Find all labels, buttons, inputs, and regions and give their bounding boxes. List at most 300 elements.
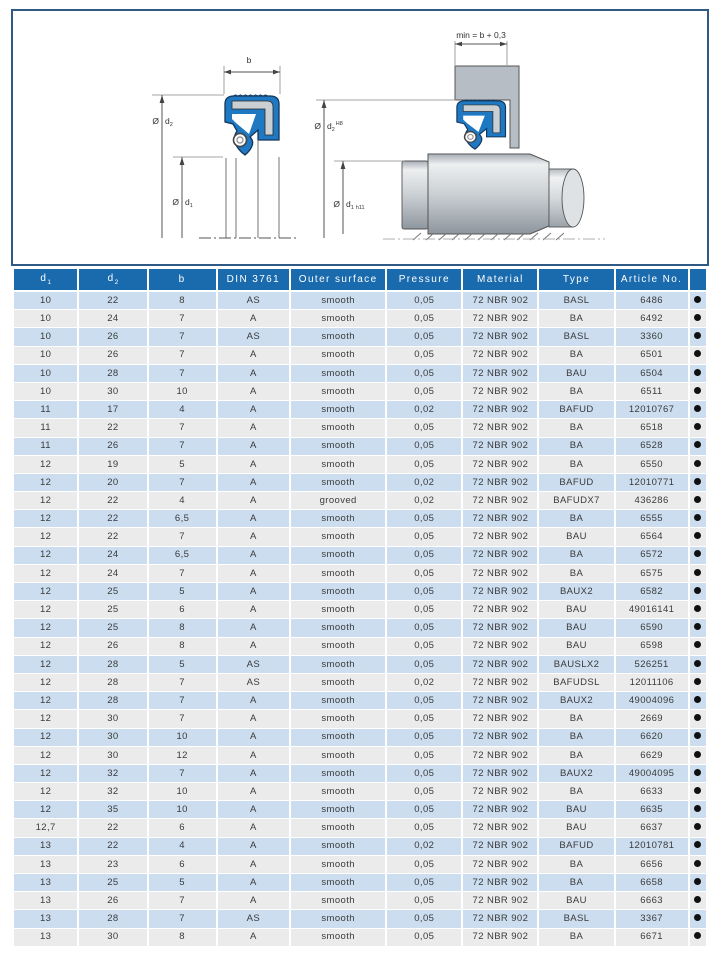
table-cell: 49016141 <box>615 601 689 619</box>
table-cell: A <box>217 874 290 892</box>
table-cell: 72 NBR 902 <box>462 346 538 364</box>
table-cell: A <box>217 546 290 564</box>
table-cell: 72 NBR 902 <box>462 692 538 710</box>
table-cell: 72 NBR 902 <box>462 837 538 855</box>
table-cell: 12011106 <box>615 673 689 691</box>
availability-dot-icon <box>694 587 701 594</box>
table-cell-availability <box>689 673 706 691</box>
table-cell: BAU <box>538 619 614 637</box>
table-cell: 25 <box>78 619 147 637</box>
table-cell: 7 <box>148 673 217 691</box>
seal-profile-installed <box>457 100 506 149</box>
table-cell: AS <box>217 328 290 346</box>
table-cell: 7 <box>148 419 217 437</box>
table-cell: smooth <box>290 692 386 710</box>
table-cell: BA <box>538 874 614 892</box>
table-cell-availability <box>689 837 706 855</box>
table-cell: 12 <box>14 473 78 491</box>
table-cell: 12 <box>14 728 78 746</box>
table-cell: 0,05 <box>386 855 462 873</box>
availability-dot-icon <box>694 514 701 521</box>
table-cell: AS <box>217 291 290 310</box>
table-cell: 30 <box>78 746 147 764</box>
table-row <box>14 601 706 619</box>
table-cell: 0,02 <box>386 837 462 855</box>
table-cell: smooth <box>290 746 386 764</box>
availability-dot-icon <box>694 532 701 539</box>
table-cell-availability <box>689 528 706 546</box>
table-cell: 6663 <box>615 892 689 910</box>
table-cell: 12 <box>14 637 78 655</box>
table-cell: 0,05 <box>386 874 462 892</box>
table-cell: 6528 <box>615 437 689 455</box>
table-cell: A <box>217 528 290 546</box>
column-header <box>689 269 706 291</box>
table-cell: 72 NBR 902 <box>462 528 538 546</box>
table-cell: 0,05 <box>386 455 462 473</box>
table-cell: 28 <box>78 673 147 691</box>
table-cell: 5 <box>148 455 217 473</box>
table-cell: BA <box>538 710 614 728</box>
availability-dot-icon <box>694 714 701 721</box>
table-row <box>14 764 706 782</box>
table-cell-availability <box>689 692 706 710</box>
table-cell: smooth <box>290 673 386 691</box>
table-cell: 6633 <box>615 783 689 801</box>
table-cell: 72 NBR 902 <box>462 492 538 510</box>
table-cell: BAU <box>538 819 614 837</box>
table-cell: A <box>217 564 290 582</box>
table-cell: 6 <box>148 601 217 619</box>
table-cell: smooth <box>290 419 386 437</box>
column-header: Type <box>538 269 614 291</box>
table-cell: 10 <box>14 328 78 346</box>
table-cell: 6582 <box>615 583 689 601</box>
table-cell: 0,05 <box>386 619 462 637</box>
table-cell: smooth <box>290 291 386 310</box>
table-cell: A <box>217 892 290 910</box>
availability-dot-icon <box>694 350 701 357</box>
table-cell: 22 <box>78 819 147 837</box>
table-cell-availability <box>689 874 706 892</box>
table-cell: 6 <box>148 855 217 873</box>
table-cell: 0,02 <box>386 401 462 419</box>
table-cell: 72 NBR 902 <box>462 401 538 419</box>
table-cell: 6590 <box>615 619 689 637</box>
table-cell: 7 <box>148 910 217 928</box>
table-cell: AS <box>217 673 290 691</box>
table-cell: 12 <box>14 746 78 764</box>
table-cell: 6637 <box>615 819 689 837</box>
table-cell: 72 NBR 902 <box>462 801 538 819</box>
table-cell: BA <box>538 855 614 873</box>
availability-dot-icon <box>694 387 701 394</box>
table-cell: A <box>217 310 290 328</box>
table-cell: A <box>217 746 290 764</box>
table-cell: A <box>217 473 290 491</box>
table-cell: 28 <box>78 692 147 710</box>
table-cell: 28 <box>78 364 147 382</box>
table-row <box>14 673 706 691</box>
table-cell: 72 NBR 902 <box>462 473 538 491</box>
table-cell: 0,05 <box>386 928 462 946</box>
table-cell: 49004095 <box>615 764 689 782</box>
table-cell: 6598 <box>615 637 689 655</box>
table-cell: 72 NBR 902 <box>462 892 538 910</box>
table-cell-availability <box>689 655 706 673</box>
dim-label-d1-dia: Ø <box>172 197 179 207</box>
availability-dot-icon <box>694 805 701 812</box>
table-cell: A <box>217 364 290 382</box>
table-cell: 30 <box>78 710 147 728</box>
table-cell: BAU <box>538 601 614 619</box>
table-row <box>14 728 706 746</box>
column-header: Pressure <box>386 269 462 291</box>
table-cell: 11 <box>14 401 78 419</box>
table-cell: BA <box>538 310 614 328</box>
table-cell: 6518 <box>615 419 689 437</box>
table-cell-availability <box>689 583 706 601</box>
table-row <box>14 692 706 710</box>
dim-label-d2h8: $d_2^{H8}$ <box>327 121 343 133</box>
table-cell: 0,05 <box>386 310 462 328</box>
table-cell-availability <box>689 401 706 419</box>
table-cell: 12 <box>14 655 78 673</box>
table-row <box>14 564 706 582</box>
table-cell: 10 <box>148 783 217 801</box>
table-cell: smooth <box>290 601 386 619</box>
table-cell: BA <box>538 437 614 455</box>
table-cell: BA <box>538 455 614 473</box>
table-cell: 0,05 <box>386 692 462 710</box>
table-cell: BAFUD <box>538 837 614 855</box>
table-cell: 7 <box>148 528 217 546</box>
table-cell: 3360 <box>615 328 689 346</box>
table-cell: 12 <box>14 583 78 601</box>
table-cell: 25 <box>78 601 147 619</box>
table-cell: AS <box>217 655 290 673</box>
seal-profile <box>225 95 279 155</box>
availability-dot-icon <box>694 405 701 412</box>
table-cell: 25 <box>78 583 147 601</box>
table-cell: smooth <box>290 346 386 364</box>
table-cell: 13 <box>14 928 78 946</box>
table-row <box>14 291 706 310</box>
dim-label-min: min = b + 0,3 <box>456 30 506 40</box>
table-row <box>14 364 706 382</box>
table-cell: 6492 <box>615 310 689 328</box>
table-cell: smooth <box>290 837 386 855</box>
table-cell: 13 <box>14 855 78 873</box>
table-cell: 22 <box>78 419 147 437</box>
seal-drawings <box>13 11 707 264</box>
dim-label-d2: $d_2$ <box>165 116 173 128</box>
table-cell: smooth <box>290 637 386 655</box>
table-cell: 4 <box>148 837 217 855</box>
table-cell: 24 <box>78 564 147 582</box>
table-cell: 72 NBR 902 <box>462 419 538 437</box>
table-cell: 12,7 <box>14 819 78 837</box>
table-cell: A <box>217 619 290 637</box>
shaft-step <box>402 161 428 229</box>
table-cell: 0,05 <box>386 419 462 437</box>
table-cell: BAU <box>538 801 614 819</box>
table-row <box>14 382 706 400</box>
table-cell: 72 NBR 902 <box>462 673 538 691</box>
availability-dot-icon <box>694 623 701 630</box>
table-cell: BA <box>538 546 614 564</box>
table-cell: 7 <box>148 310 217 328</box>
table-cell-availability <box>689 855 706 873</box>
table-cell: 10 <box>14 346 78 364</box>
table-cell: 7 <box>148 564 217 582</box>
table-cell: 72 NBR 902 <box>462 710 538 728</box>
table-cell: A <box>217 455 290 473</box>
table-cell: 0,05 <box>386 546 462 564</box>
table-cell: smooth <box>290 510 386 528</box>
table-cell: 12 <box>14 564 78 582</box>
table-cell: 10 <box>14 382 78 400</box>
availability-dot-icon <box>694 860 701 867</box>
table-cell: 72 NBR 902 <box>462 728 538 746</box>
table-cell: smooth <box>290 783 386 801</box>
table-cell: 0,05 <box>386 328 462 346</box>
table-cell: 12 <box>14 619 78 637</box>
table-row <box>14 655 706 673</box>
table-cell: 0,05 <box>386 437 462 455</box>
column-header: Article No. <box>615 269 689 291</box>
table-cell: 0,05 <box>386 764 462 782</box>
table-cell: smooth <box>290 619 386 637</box>
table-cell: 72 NBR 902 <box>462 855 538 873</box>
table-cell: 6,5 <box>148 546 217 564</box>
availability-dot-icon <box>694 841 701 848</box>
table-cell: A <box>217 764 290 782</box>
table-cell: 4 <box>148 401 217 419</box>
table-cell: 6,5 <box>148 510 217 528</box>
table-cell-availability <box>689 419 706 437</box>
table-cell: BAU <box>538 364 614 382</box>
table-cell: A <box>217 692 290 710</box>
availability-dot-icon <box>694 896 701 903</box>
seal-cross-section-drawing <box>152 55 296 238</box>
availability-dot-icon <box>694 751 701 758</box>
table-cell: 72 NBR 902 <box>462 819 538 837</box>
table-cell: BASL <box>538 291 614 310</box>
table-cell: 0,02 <box>386 473 462 491</box>
table-cell: 72 NBR 902 <box>462 364 538 382</box>
availability-dot-icon <box>694 478 701 485</box>
table-cell: BAU <box>538 892 614 910</box>
table-cell: BAUX2 <box>538 583 614 601</box>
table-cell: A <box>217 837 290 855</box>
table-cell: A <box>217 401 290 419</box>
table-cell: 0,05 <box>386 346 462 364</box>
availability-dot-icon <box>694 678 701 685</box>
table-cell: A <box>217 801 290 819</box>
availability-dot-icon <box>694 914 701 921</box>
table-cell: 72 NBR 902 <box>462 583 538 601</box>
table-cell: 6564 <box>615 528 689 546</box>
table-cell: 8 <box>148 291 217 310</box>
installed-seal-drawing <box>314 30 605 240</box>
table-cell-availability <box>689 619 706 637</box>
table-cell: 30 <box>78 728 147 746</box>
table-cell: 6671 <box>615 928 689 946</box>
table-cell: 0,05 <box>386 892 462 910</box>
table-cell: BASL <box>538 328 614 346</box>
table-cell: 72 NBR 902 <box>462 601 538 619</box>
table-cell: 10 <box>14 291 78 310</box>
table-cell: 526251 <box>615 655 689 673</box>
table-cell: 25 <box>78 874 147 892</box>
availability-dot-icon <box>694 496 701 503</box>
table-cell: 72 NBR 902 <box>462 746 538 764</box>
column-header: $d_1$ <box>14 269 78 291</box>
table-cell: smooth <box>290 455 386 473</box>
table-cell: 6 <box>148 819 217 837</box>
table-cell: 72 NBR 902 <box>462 764 538 782</box>
column-header: Outer surface <box>290 269 386 291</box>
table-cell: 12 <box>14 673 78 691</box>
table-cell: 12 <box>14 528 78 546</box>
availability-dot-icon <box>694 460 701 467</box>
availability-dot-icon <box>694 569 701 576</box>
table-cell: 49004096 <box>615 692 689 710</box>
table-cell: A <box>217 819 290 837</box>
table-cell: 72 NBR 902 <box>462 328 538 346</box>
table-cell-availability <box>689 746 706 764</box>
table-cell: 10 <box>14 310 78 328</box>
table-cell: A <box>217 510 290 528</box>
availability-dot-icon <box>694 823 701 830</box>
table-row <box>14 801 706 819</box>
table-cell: 72 NBR 902 <box>462 910 538 928</box>
table-cell: BAUX2 <box>538 764 614 782</box>
table-cell-availability <box>689 437 706 455</box>
column-header: $d_2$ <box>78 269 147 291</box>
availability-dot-icon <box>694 769 701 776</box>
table-cell-availability <box>689 364 706 382</box>
table-row <box>14 746 706 764</box>
table-cell: smooth <box>290 910 386 928</box>
availability-dot-icon <box>694 423 701 430</box>
availability-dot-icon <box>694 314 701 321</box>
table-cell: 0,05 <box>386 528 462 546</box>
table-cell: 22 <box>78 492 147 510</box>
table-row <box>14 437 706 455</box>
table-cell: smooth <box>290 819 386 837</box>
table-cell: 12 <box>14 546 78 564</box>
table-row <box>14 473 706 491</box>
table-cell: A <box>217 492 290 510</box>
table-cell-availability <box>689 564 706 582</box>
table-cell: 10 <box>148 382 217 400</box>
table-cell-availability <box>689 382 706 400</box>
table-cell: 72 NBR 902 <box>462 655 538 673</box>
shaft-end-face <box>562 169 584 227</box>
table-row <box>14 419 706 437</box>
table-cell-availability <box>689 892 706 910</box>
table-cell-availability <box>689 728 706 746</box>
table-cell: 22 <box>78 291 147 310</box>
table-cell: 6504 <box>615 364 689 382</box>
table-cell: A <box>217 710 290 728</box>
table-cell: 6501 <box>615 346 689 364</box>
seal-table <box>14 269 706 947</box>
table-cell: 7 <box>148 692 217 710</box>
table-cell-availability <box>689 783 706 801</box>
table-cell: 72 NBR 902 <box>462 437 538 455</box>
table-cell-availability <box>689 928 706 946</box>
table-cell: smooth <box>290 583 386 601</box>
table-row <box>14 328 706 346</box>
table-cell: BA <box>538 564 614 582</box>
table-cell: 10 <box>148 728 217 746</box>
table-cell: 12010767 <box>615 401 689 419</box>
table-cell: BA <box>538 382 614 400</box>
availability-dot-icon <box>694 696 701 703</box>
table-cell: 0,05 <box>386 801 462 819</box>
table-cell: 23 <box>78 855 147 873</box>
table-cell: A <box>217 637 290 655</box>
table-cell-availability <box>689 546 706 564</box>
table-cell: 26 <box>78 892 147 910</box>
table-cell: 0,05 <box>386 364 462 382</box>
table-cell: 72 NBR 902 <box>462 874 538 892</box>
table-cell: 8 <box>148 619 217 637</box>
table-cell: BAFUDX7 <box>538 492 614 510</box>
table-cell: 72 NBR 902 <box>462 546 538 564</box>
table-cell: 0,05 <box>386 291 462 310</box>
table-cell: 26 <box>78 437 147 455</box>
table-cell-availability <box>689 346 706 364</box>
table-cell: 72 NBR 902 <box>462 510 538 528</box>
table-cell: 13 <box>14 892 78 910</box>
table-cell: 6550 <box>615 455 689 473</box>
table-row <box>14 510 706 528</box>
table-cell: A <box>217 928 290 946</box>
table-cell: 22 <box>78 528 147 546</box>
table-cell: 0,05 <box>386 637 462 655</box>
table-cell: 0,05 <box>386 728 462 746</box>
table-cell: 12 <box>14 510 78 528</box>
table-cell: 0,05 <box>386 382 462 400</box>
dim-label-d1h11: $d_1$ h11 <box>346 199 365 211</box>
table-cell: 6656 <box>615 855 689 873</box>
table-row <box>14 455 706 473</box>
table-cell: 7 <box>148 764 217 782</box>
table-cell: 32 <box>78 783 147 801</box>
table-cell: 0,05 <box>386 601 462 619</box>
table-cell: 0,05 <box>386 819 462 837</box>
table-cell: 19 <box>78 455 147 473</box>
table-cell: smooth <box>290 655 386 673</box>
table-cell: 0,02 <box>386 492 462 510</box>
table-cell: BA <box>538 419 614 437</box>
table-cell-availability <box>689 637 706 655</box>
table-row <box>14 619 706 637</box>
table-row <box>14 710 706 728</box>
availability-dot-icon <box>694 787 701 794</box>
table-cell: 12 <box>14 764 78 782</box>
availability-dot-icon <box>694 441 701 448</box>
table-row <box>14 310 706 328</box>
table-cell: 8 <box>148 928 217 946</box>
table-cell: 72 NBR 902 <box>462 619 538 637</box>
table-cell: 12 <box>14 455 78 473</box>
table-cell: 28 <box>78 655 147 673</box>
